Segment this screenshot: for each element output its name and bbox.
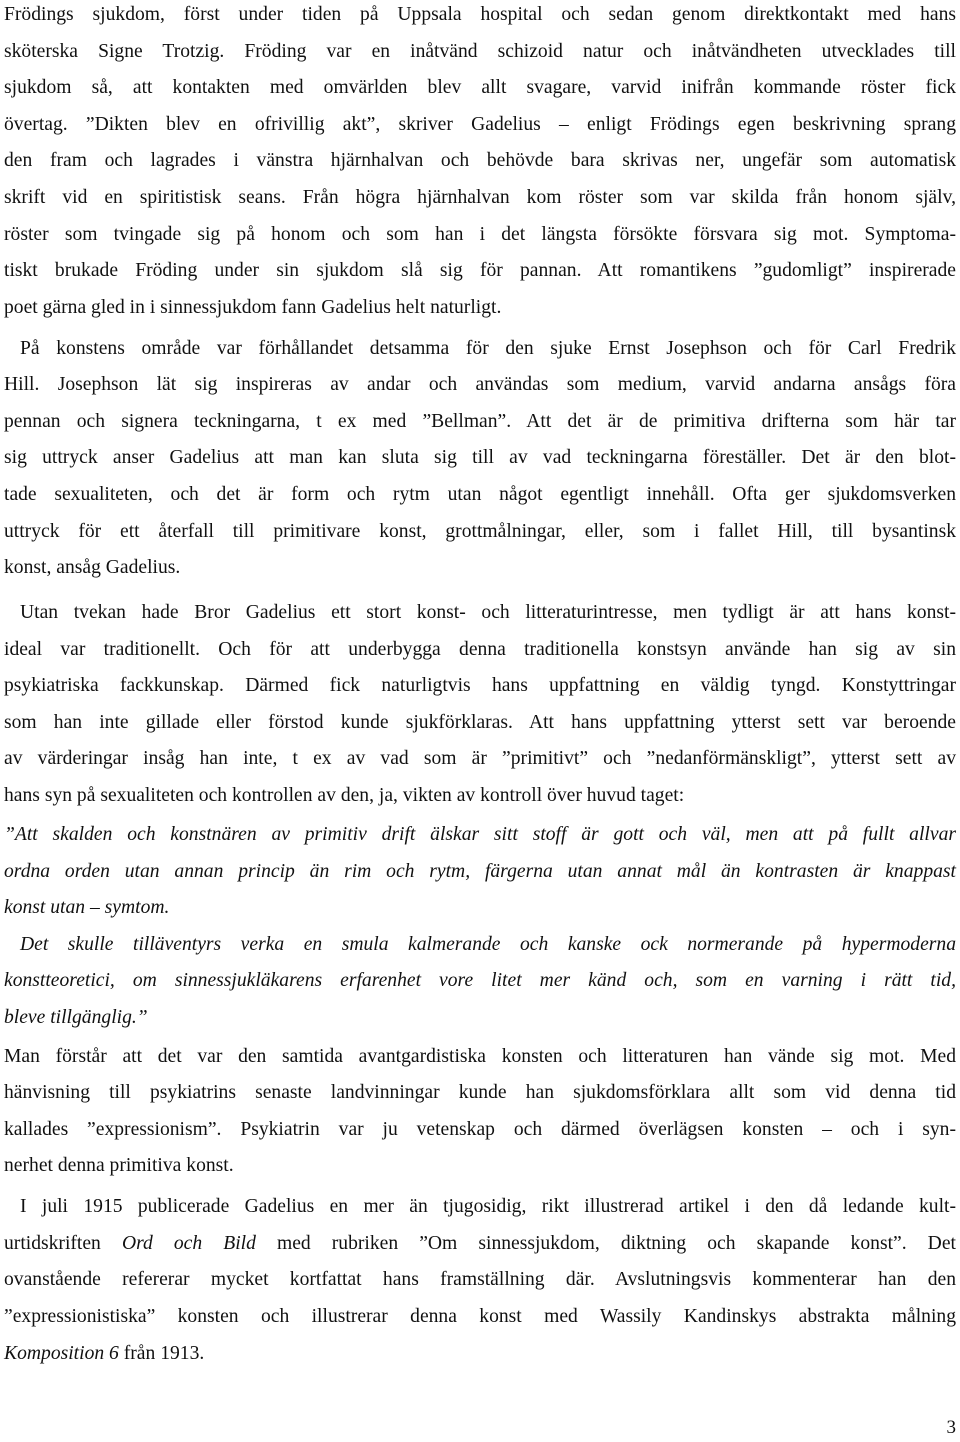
page-number: 3 — [946, 1417, 956, 1438]
text-line: skrift vid en spiritistisk seans. Från högra hjärnhalvan kom röster som var skilda från honom själv, — [4, 187, 956, 208]
text-line: Frödings sjukdom, först under tiden på Uppsala hospital och sedan genom direktkontakt med hans — [4, 4, 956, 25]
text-line: ideal var traditionellt. Och för att underbygga denna traditionella konstsyn använde han sig av sin — [4, 639, 956, 660]
text-line: konstteoretici, om sinnessjukläkarens erfarenhet vore litet mer känd och, som en varning i rätt tid, — [4, 970, 956, 991]
text-line: bleve tillgänglig.” — [4, 1007, 148, 1028]
text-line: konst utan – symtom. — [4, 897, 170, 918]
text-line: av värderingar insåg han inte, t ex av vad som är ”primitivt” och ”nedanförmänskligt”, ytterst sett av — [4, 748, 956, 769]
text-line: uttryck för ett återfall till primitivare konst, grottmålningar, eller, som i fallet Hill, till bysantinsk — [4, 521, 956, 542]
text-line: den fram och lagrades i vänstra hjärnhalvan och behövde bara skrivas ner, ungefär som automatisk — [4, 150, 956, 171]
text-line: Utan tvekan hade Bror Gadelius ett stort konst- och litteraturintresse, men tydligt är att hans konst- — [20, 602, 956, 623]
text-line: ”expressionistiska” konsten och illustrerar denna konst med Wassily Kandinskys abstrakta målning — [4, 1306, 956, 1327]
text-line: som han inte gillade eller förstod kunde sjukförklaras. Att hans uppfattning ytterst sett var beroende — [4, 712, 956, 733]
text-line: pennan och signera teckningarna, t ex med ”Bellman”. Att det är de primitiva drifterna som här tar — [4, 411, 956, 432]
text-line: Man förstår att det var den samtida avantgardistiska konsten och litteraturen han vände sig mot. Med — [4, 1046, 956, 1067]
text-line: ”Att skalden och konstnären av primitiv drift älskar sitt stoff är gott och väl, men att på fullt allvar — [4, 824, 956, 845]
text-line: sköterska Signe Trotzig. Fröding var en inåtvänd schizoid natur och inåtvändheten utvecklades till — [4, 41, 956, 62]
text-line: Hill. Josephson lät sig inspireras av andar och användas som medium, varvid andarna ansågs föra — [4, 374, 956, 395]
text-line: övertag. ”Dikten blev en ofrivillig akt”, skriver Gadelius – enligt Frödings egen beskrivning sprang — [4, 114, 956, 135]
text-line: sig uttryck anser Gadelius att man kan sluta sig till av vad teckningarna föreställer. Det är den blot- — [4, 447, 956, 468]
text-line: hänvisning till psykiatrins senaste landvinningar kunde han sjukdomsförklara allt som vid denna tid — [4, 1082, 956, 1103]
text-line: psykiatriska fackkunskap. Därmed fick naturligtvis hans uppfattning en väldig tyngd. Konstyttringar — [4, 675, 956, 696]
text-line: ordna orden utan annan princip än rim och rytm, färgerna utan annat mål än kontrasten är knappast — [4, 861, 956, 882]
text-line: kallades ”expressionism”. Psykiatrin var ju vetenskap och därmed överlägsen konsten – och i syn- — [4, 1119, 956, 1140]
text-line: Det skulle tilläventyrs verka en smula kalmerande och kanske ock normerande på hypermoderna — [20, 934, 956, 955]
text-line: tade sexualiteten, och det är form och rytm utan något egentligt innehåll. Ofta ger sjukdomsverken — [4, 484, 956, 505]
text-line: konst, ansåg Gadelius. — [4, 557, 181, 578]
text-line: nerhet denna primitiva konst. — [4, 1155, 234, 1176]
text-line: röster som tvingade sig på honom och som han i det längsta försökte försvara sig mot. Symptoma- — [4, 224, 956, 245]
text-line: hans syn på sexualiteten och kontrollen av den, ja, vikten av kontroll över huvud taget: — [4, 785, 685, 806]
text-line: poet gärna gled in i sinnessjukdom fann Gadelius helt naturligt. — [4, 297, 502, 318]
text-line: Komposition 6 från 1913. — [4, 1343, 205, 1364]
text-line: tiskt brukade Fröding under sin sjukdom slå sig för pannan. Att romantikens ”gudomligt” inspirerade — [4, 260, 956, 281]
text-line: I juli 1915 publicerade Gadelius en mer än tjugosidig, rikt illustrerad artikel i den då ledande kult- — [20, 1196, 956, 1217]
text-line: På konstens område var förhållandet detsamma för den sjuke Ernst Josephson och för Carl Fredrik — [20, 338, 956, 359]
text-line: urtidskriften Ord och Bild med rubriken ”Om sinnessjukdom, diktning och skapande konst”. Det — [4, 1233, 956, 1254]
text-line: sjukdom så, att kontakten med omvärlden blev allt svagare, varvid inifrån kommande röster fick — [4, 77, 956, 98]
text-line: ovanstående refererar mycket kortfattat hans framställning där. Avslutningsvis kommenterar han den — [4, 1269, 956, 1290]
